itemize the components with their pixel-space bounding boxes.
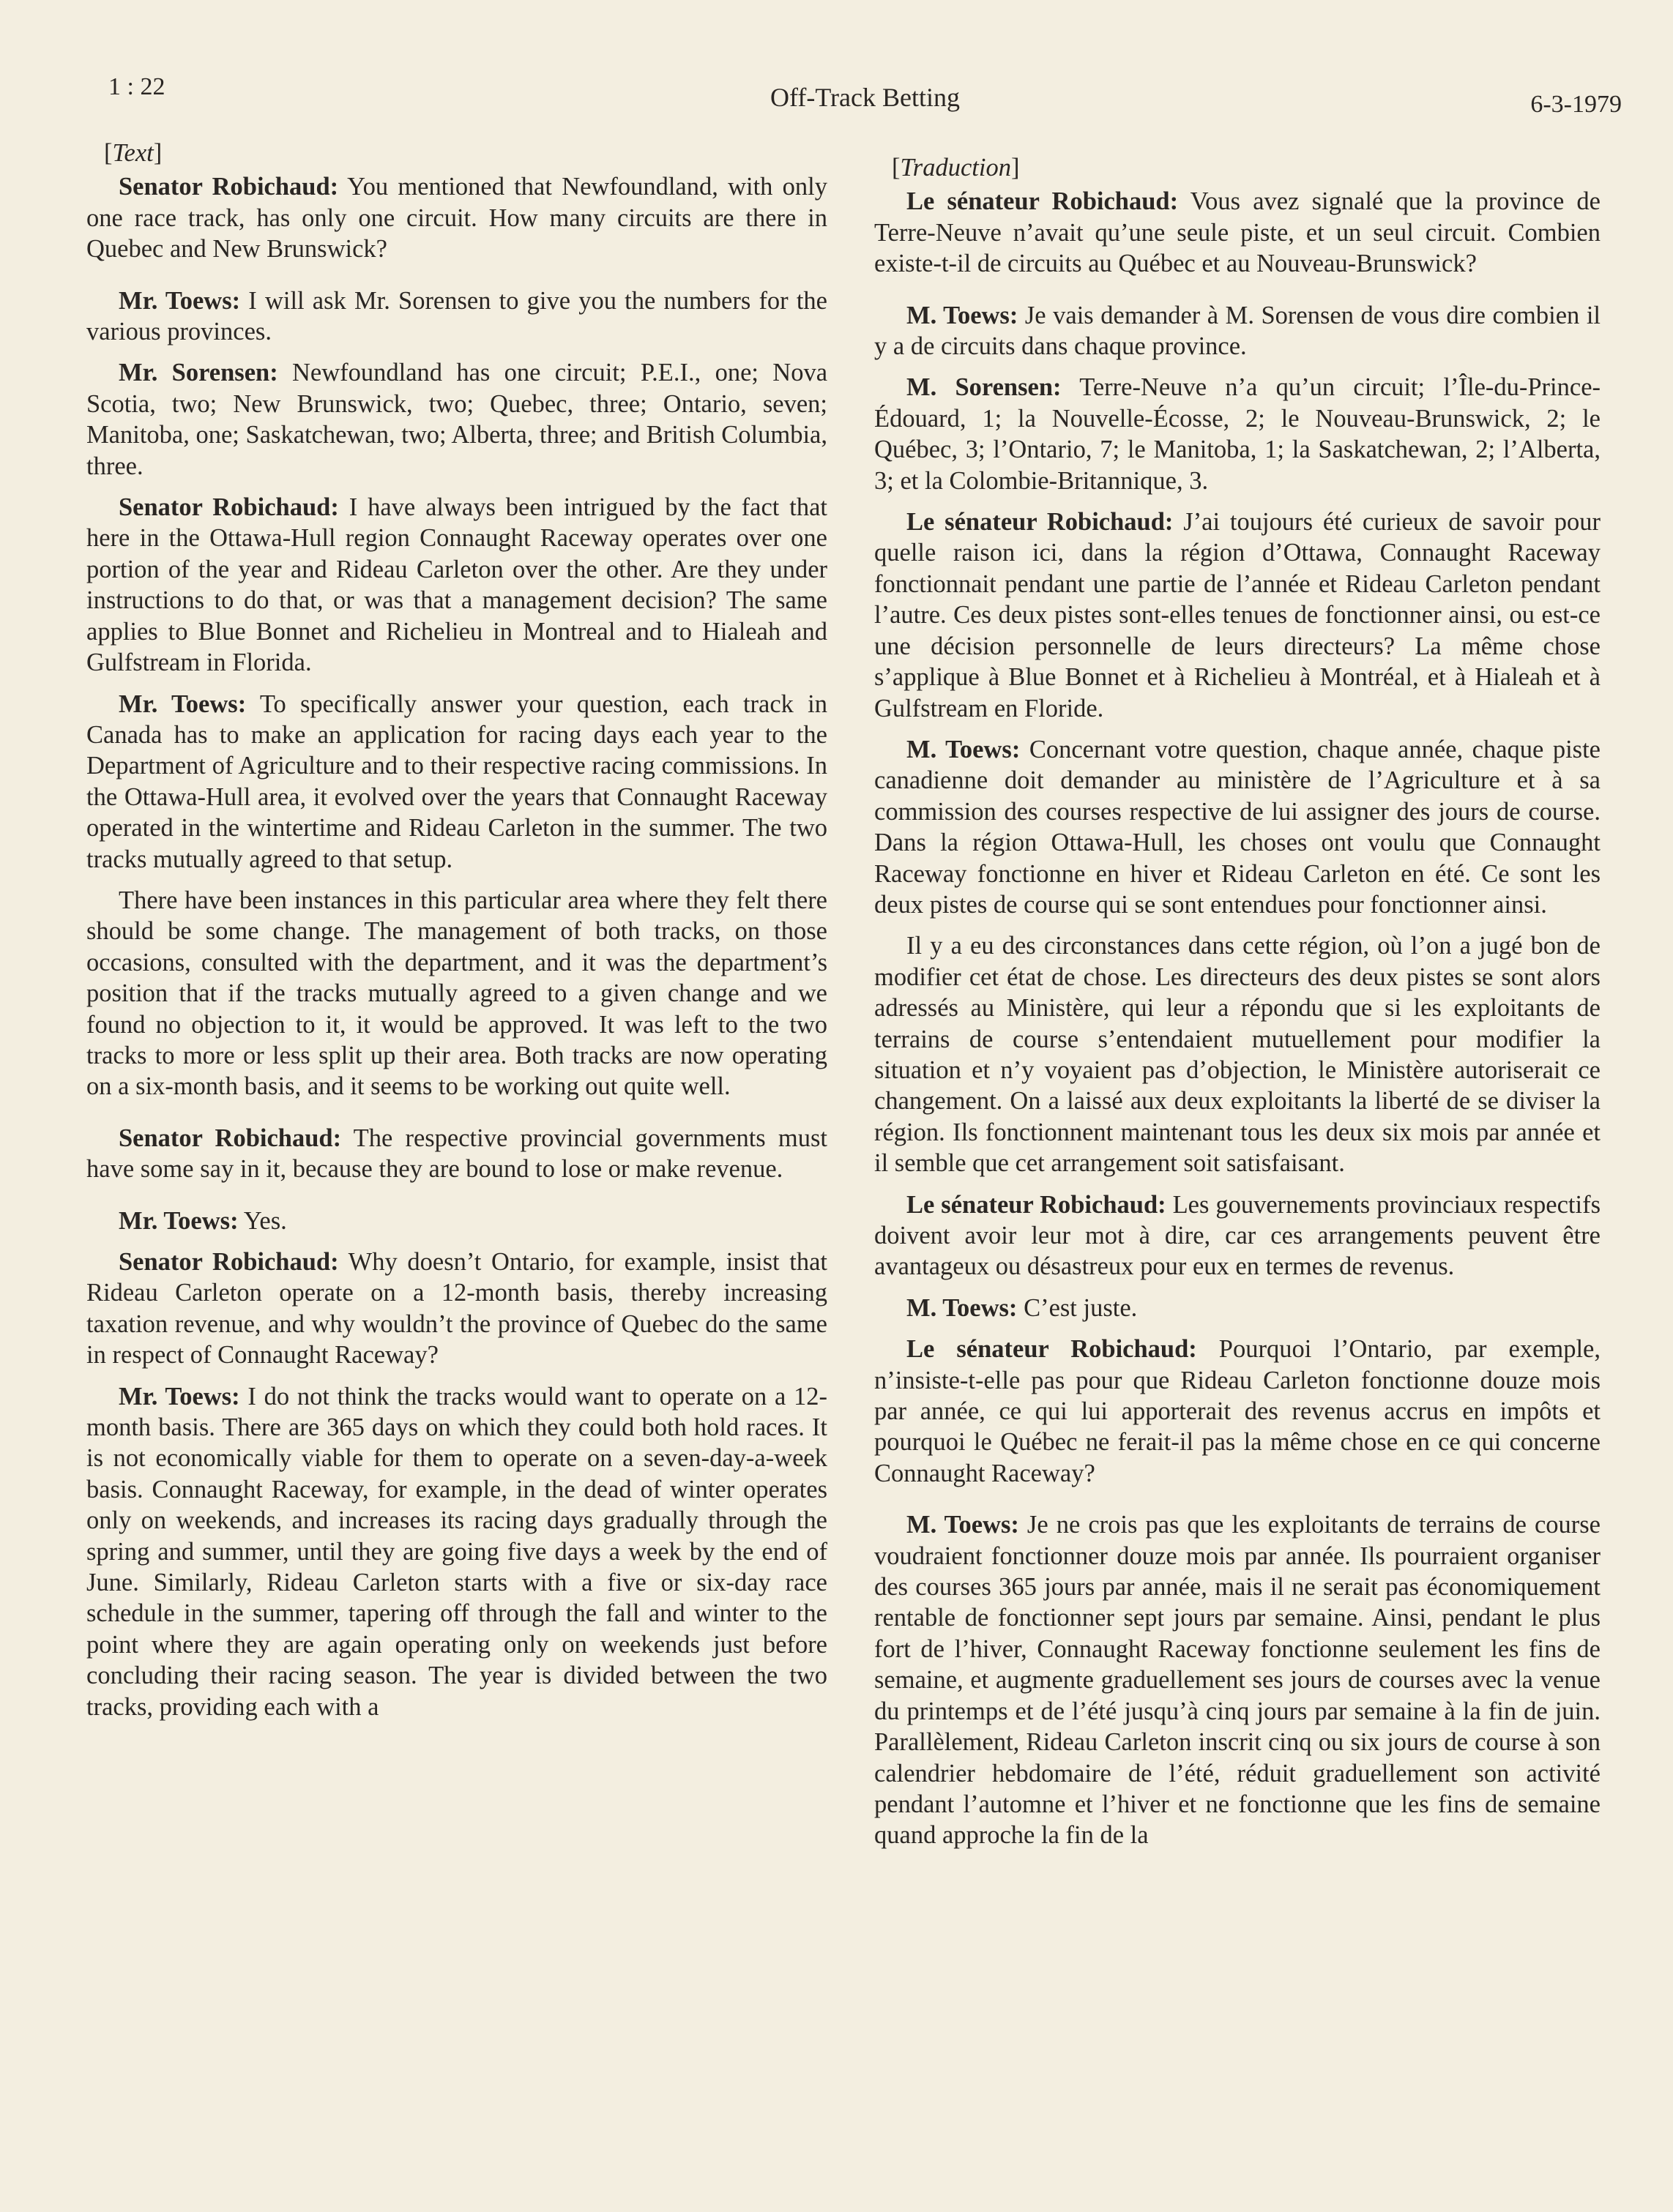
speaker-name: Senator Robichaud:	[119, 1124, 342, 1152]
speaker-name: Senator Robichaud:	[119, 173, 339, 201]
paragraph: There have been instances in this particular area where they felt there should be some change. The management of both tracks, on those occasions, consulted with the department, and it was the department’s position that if the tracks mutually agreed to a given change and we found no objection to it, it would be approved. It was left to the two tracks to more or less split up their area. Both tracks are now operating on a six-month basis, and it seems to be working out quite well.	[86, 886, 827, 1101]
paragraph: Le sénateur Robichaud: Vous avez signalé que la province de Terre-Neuve n’avait qu’une seule piste, et un seul circuit. Combien existe-t-il de circuits au Québec et au Nouveau-Brunswick?	[874, 187, 1601, 278]
french-column	[874, 152, 1601, 1861]
page-header	[108, 67, 1622, 119]
speaker-name: M. Toews:	[906, 735, 1021, 763]
paragraph: M. Toews: Je vais demander à M. Sorensen de vous dire combien il y a de circuits dans chaque province.	[874, 301, 1601, 361]
paragraph: Le sénateur Robichaud: J’ai toujours été curieux de savoir pour quelle raison ici, dans la région d’Ottawa, Connaught Raceway fonctionnait pendant une partie de l’année et Rideau Carleton pendant l’autre. Ces deux pistes sont-elles tenues de fonctionner ainsi, ou est-ce une décision personnelle de leurs directeurs? La même chose s’applique à Blue Bonnet et à Richelieu à Montréal, et à Hialeah et à Gulfstream en Floride.	[874, 508, 1601, 722]
paragraph: Senator Robichaud: You mentioned that Newfoundland, with only one race track, has only one circuit. How many circuits are there in Quebec and New Brunswick?	[86, 173, 828, 264]
paragraph: Le sénateur Robichaud: Pourquoi l’Ontario, par exemple, n’insiste-t-elle pas pour que Rideau Carleton fonctionne douze mois par année, ce qui lui apporterait des revenus accrus en impôts et pourquoi le Québec ne ferait-il pas la même chose en ce qui concerne Connaught Raceway?	[874, 1335, 1601, 1487]
speaker-name: Le sénateur Robichaud:	[906, 1190, 1166, 1219]
speaker-name: Le sénateur Robichaud:	[906, 1335, 1197, 1364]
sitting-date: 6-3-1979	[1530, 91, 1622, 118]
paragraph: Mr. Toews: I will ask Mr. Sorensen to give you the numbers for the various provinces.	[86, 286, 827, 346]
speaker-name: Senator Robichaud:	[119, 1248, 339, 1276]
paragraph: M. Toews: C’est juste.	[906, 1293, 1138, 1322]
english-column	[86, 138, 827, 1733]
speaker-name: Mr. Sorensen:	[119, 359, 278, 387]
speaker-name: Mr. Toews:	[119, 690, 247, 718]
paragraph: Senator Robichaud: Why doesn’t Ontario, for example, insist that Rideau Carleton operate on a 12-month basis, thereby increasing taxation revenue, and why wouldn’t the province of Quebec do the same in respect of Connaught Raceway?	[86, 1248, 827, 1370]
speaker-name: M. Toews:	[906, 1293, 1018, 1322]
paragraph: Mr. Sorensen: Newfoundland has one circuit; P.E.I., one; Nova Scotia, two; New Brunswick, two; Quebec, three; Ontario, seven; Manitoba, one; Saskatchewan, two; Alberta, three; and British Columbia, three.	[86, 359, 828, 480]
speaker-name: Le sénateur Robichaud:	[906, 187, 1179, 216]
speaker-name: Mr. Toews:	[119, 1206, 239, 1235]
speaker-name: M. Toews:	[906, 301, 1018, 329]
paragraph: M. Toews: Concernant votre question, chaque année, chaque piste canadienne doit demander au ministère de l’Agriculture et à sa commission des courses respective de lui assigner des jours de course. Dans la région Ottawa-Hull, les choses ont voulu que Connaught Raceway fonctionne en hiver et Rideau Carleton en été. Ce sont les deux pistes de course qui se sont entendues pour fonctionner ainsi.	[874, 735, 1601, 919]
language-marker: [Traduction]	[892, 154, 1020, 182]
paragraph: Mr. Toews: I do not think the tracks would want to operate on a 12-month basis. There are 365 days on which they could both hold races. It is not economically viable for them to operate on a seven-day-a-week basis. Connaught Raceway, for example, in the dead of winter operates only on weekends, and increases its racing days gradually through the spring and summer, until they are going five days a week by the end of June. Similarly, Rideau Carleton starts with a five or six-day race schedule in the summer, tapering off through the fall and winter to the point where they are again operating only on weekends just before concluding their racing season. The year is divided between the two tracks, providing each with a	[86, 1382, 827, 1721]
speaker-name: Le sénateur Robichaud:	[906, 508, 1174, 537]
paragraph: Mr. Toews: To specifically answer your question, each track in Canada has to make an application for racing days each year to the Department of Agriculture and to their respective racing commissions. In the Ottawa-Hull area, it evolved over the years that Connaught Raceway operated in the wintertime and Rideau Carleton in the summer. The two tracks mutually agreed to that setup.	[86, 690, 827, 873]
page-number: 1 : 22	[108, 73, 165, 100]
speaker-name: Mr. Toews:	[119, 1382, 240, 1410]
speaker-name: M. Toews:	[906, 1511, 1019, 1539]
paragraph: Le sénateur Robichaud: Les gouvernements provinciaux respectifs doivent avoir leur mot à dire, car ces arrangements peuvent être avantageux ou désastreux pour eux en termes de revenus.	[874, 1190, 1601, 1281]
speaker-name: M. Sorensen:	[906, 373, 1062, 402]
paragraph: Il y a eu des circonstances dans cette région, où l’on a jugé bon de modifier cet état de chose. Les directeurs des deux pistes se sont alors adressés au Ministère, qui leur a répondu que si les exploitants de terrains de course s’entendaient mutuellement pour modifier la situation et n’y voyaient pas d’objection, le Ministère autoriserait ce changement. On a laissé aux deux exploitants la liberté de se diviser la région. Ils fonctionnent maintenant tous les deux six mois par année et il semble que cet arrangement soit satisfaisant.	[874, 932, 1601, 1178]
paragraph: Senator Robichaud: The respective provincial governments must have some say in it, because they are bound to lose or make revenue.	[86, 1124, 827, 1184]
speaker-name: Mr. Toews:	[119, 286, 241, 315]
paragraph: Senator Robichaud: I have always been intrigued by the fact that here in the Ottawa-Hull region Connaught Raceway operates over one portion of the year and Rideau Carleton over the other. Are they under instructions to do that, or was that a management decision? The same applies to Blue Bonnet and Richelieu in Montreal and to Hialeah and Gulfstream in Florida.	[86, 493, 827, 677]
paragraph: M. Toews: Je ne crois pas que les exploitants de terrains de course voudraient fonctionner douze mois par année. Ils pourraient organiser des courses 365 jours par année, mais il ne serait pas économiquement rentable de fonctionner sept jours par semaine. Ainsi, pendant le plus fort de l’hiver, Connaught Raceway fonctionne seulement les fins de semaine, et augmente graduellement ses jours de courses avec la venue du printemps et de l’été jusqu’à cinq jours par semaine à la fin de juin. Parallèlement, Rideau Carleton inscrit cinq ou six jours de course à son calendrier hebdomaire de l’été, réduit graduellement son activité pendant l’automne et l’hiver et ne fonctionne que les fins de semaine quand approche la fin de la	[874, 1511, 1601, 1850]
paragraph: M. Sorensen: Terre-Neuve n’a qu’un circuit; l’Île-du-Prince-Édouard, 1; la Nouvelle-Écosse, 2; le Nouveau-Brunswick, 2; le Québec, 3; l’Ontario, 7; le Manitoba, 1; la Saskatchewan, 2; l’Alberta, 3; et la Colombie-Britannique, 3.	[874, 373, 1601, 495]
paragraph: Mr. Toews: Yes.	[119, 1206, 287, 1235]
speaker-name: Senator Robichaud:	[119, 493, 339, 522]
language-marker: [Text]	[104, 139, 163, 167]
running-title: Off-Track Betting	[770, 83, 960, 112]
